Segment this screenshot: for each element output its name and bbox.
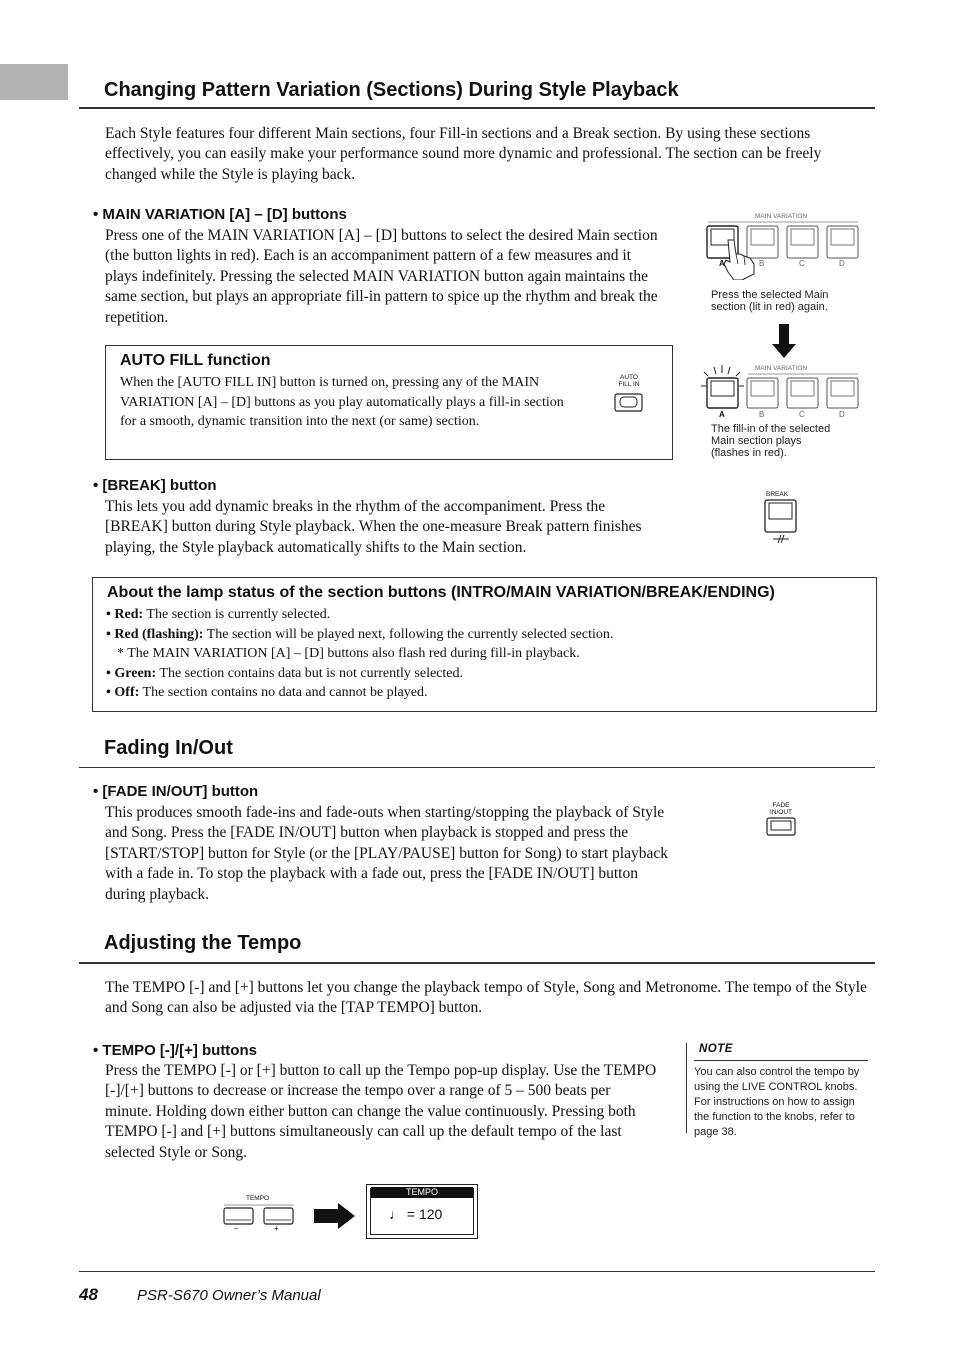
main-variation-button-d-2[interactable]: [827, 378, 858, 408]
letter-a-top: A: [719, 259, 725, 268]
fade-in-out-button-icon[interactable]: [766, 817, 797, 837]
note-rule: [694, 1060, 868, 1061]
lamp-item-red: • Red: The section is currently selected.: [106, 607, 331, 622]
section-rule: [79, 107, 875, 109]
tempo-display-title: TEMPO: [371, 1187, 473, 1198]
note-label: NOTE: [699, 1043, 733, 1055]
page-tab-marker: [0, 64, 68, 100]
auto-fill-in-label: AUTO FILL IN: [618, 374, 640, 388]
panel-label-top: MAIN VARIATION: [755, 213, 808, 220]
tempo-text: Press the TEMPO [-] or [+] button to call up the Tempo pop-up display. Use the TEMPO [-]/[+] buttons to decrease or increase the tempo over a range of 5 – 500 beats per minute. Holding down either button can change the value continuously. Pressing both TEMPO [-] and [+] buttons simultaneously can call up the default tempo of the last selected Style or Song.: [105, 1062, 657, 1161]
lamp-item-note: * The MAIN VARIATION [A] – [D] buttons also flash red during fill-in playback.: [117, 646, 580, 661]
main-variation-button-c[interactable]: [787, 226, 818, 258]
section-intro: Each Style features four different Main sections, four Fill-in sections and a Break section. By using these sections effectively, you can easily make your performance sound more dynamic and professional. The section can be freely changed while the Style is playing back.: [105, 125, 822, 183]
auto-fill-box: [105, 345, 673, 460]
tempo-buttons-label: TEMPO: [246, 1195, 270, 1202]
letter-d-bottom: D: [839, 410, 845, 419]
auto-fill-text: When the [AUTO FILL IN] button is turned on, pressing any of the MAIN VARIATION [A] – [D] buttons as you play automatically plays a fill-in section for a smooth, dynamic transition into the next (or same) section.: [120, 375, 564, 429]
tempo-plus-label: +: [274, 1224, 279, 1233]
section-title-tempo: Adjusting the Tempo: [104, 932, 302, 954]
section-title-pattern-variation: Changing Pattern Variation (Sections) During Style Playback: [104, 79, 679, 101]
fade-heading: • [FADE IN/OUT] button: [93, 783, 259, 800]
flashing-button-a[interactable]: [701, 365, 744, 408]
tempo-heading: • TEMPO [-]/[+] buttons: [93, 1042, 257, 1059]
auto-fill-title: AUTO FILL function: [120, 352, 271, 369]
letter-c-top: C: [799, 259, 805, 268]
lamp-status-title: About the lamp status of the section buttons (INTRO/MAIN VARIATION/BREAK/ENDING): [107, 584, 775, 601]
lamp-status-box: [92, 577, 877, 712]
fade-text: This produces smooth fade-ins and fade-outs when starting/stopping the playback of Style and Song. Press the [FADE IN/OUT] button when playback is stopped and press the [START/STOP] button for Style (or the [PLAY/PAUSE] button for Song) to start playback with a fade in. To stop the playback with a fade out, press the [FADE IN/OUT] button during playback.: [105, 804, 668, 903]
main-variation-button-b[interactable]: [747, 226, 778, 258]
manual-title: PSR-S670 Owner’s Manual: [137, 1287, 321, 1304]
main-variation-text: Press one of the MAIN VARIATION [A] – [D] buttons to select the desired Main section (the button lights in red). Each is an accompaniment pattern of a few measures and it plays indefinitely. Pressing the selected MAIN VARIATION button again maintains the same section, but plays an appropriate fill-in pattern to spice up the rhythm and break the repetition.: [105, 227, 658, 326]
panel-label-bottom: MAIN VARIATION: [755, 365, 808, 372]
fade-button-label: FADE IN/OUT: [769, 802, 793, 816]
main-variation-button-c-2[interactable]: [787, 378, 818, 408]
note-vertical-rule: [686, 1043, 687, 1133]
lamp-item-off: • Off: The section contains no data and cannot be played.: [106, 685, 428, 700]
tempo-intro: The TEMPO [-] and [+] buttons let you change the playback tempo of Style, Song and Metronome. The tempo of the Style and Song can also be adjusted via the [TAP TEMPO] button.: [105, 979, 867, 1017]
break-button-label: BREAK: [766, 491, 789, 498]
break-heading: • [BREAK] button: [93, 477, 217, 494]
tempo-minus-label: –: [234, 1224, 239, 1233]
page-number: 48: [79, 1285, 98, 1304]
lamp-item-green: • Green: The section contains data but is not currently selected.: [106, 665, 464, 681]
break-button-icon[interactable]: [764, 499, 798, 545]
main-variation-diagram: [700, 210, 870, 470]
tempo-popup-display: [366, 1184, 478, 1239]
section-title-fading: Fading In/Out: [104, 737, 233, 759]
tempo-display-value: ♩ = 120: [389, 1206, 443, 1222]
caption-bottom: The fill-in of the selected Main section plays (flashes in red).: [711, 423, 831, 459]
section-rule-tempo: [79, 962, 875, 964]
note-text: You can also control the tempo by using the LIVE CONTROL knobs. For instructions on how to assign the function to the knobs, refer to page 38.: [694, 1066, 860, 1138]
letter-b-bottom: B: [759, 410, 765, 419]
break-symbol-icon: [773, 535, 789, 543]
arrow-right-icon: [314, 1203, 356, 1229]
lamp-item-red-flashing: • Red (flashing): The section will be played next, following the currently selected section.: [106, 626, 614, 642]
caption-top: Press the selected Main section (lit in red) again.: [711, 289, 829, 313]
main-variation-heading: • MAIN VARIATION [A] – [D] buttons: [93, 206, 347, 223]
letter-a-bottom: A: [719, 410, 725, 419]
letter-d-top: D: [839, 259, 845, 268]
auto-fill-in-button-icon[interactable]: [614, 393, 644, 413]
footer-rule: [79, 1271, 875, 1272]
tempo-minus-button[interactable]: [224, 1208, 253, 1224]
letter-c-bottom: C: [799, 410, 805, 419]
main-variation-button-b-2[interactable]: [747, 378, 778, 408]
tempo-plus-button[interactable]: [264, 1208, 293, 1224]
main-variation-panel-top: [700, 210, 862, 280]
letter-b-top: B: [759, 259, 765, 268]
main-variation-button-d[interactable]: [827, 226, 858, 258]
arrow-down-icon: [772, 324, 796, 360]
break-text: This lets you add dynamic breaks in the rhythm of the accompaniment. Press the [BREAK] button during Style playback. When the one-measure Break pattern finishes playing, the Style playback automatically shifts to the Main section.: [105, 498, 642, 556]
section-rule-fading: [79, 767, 875, 768]
